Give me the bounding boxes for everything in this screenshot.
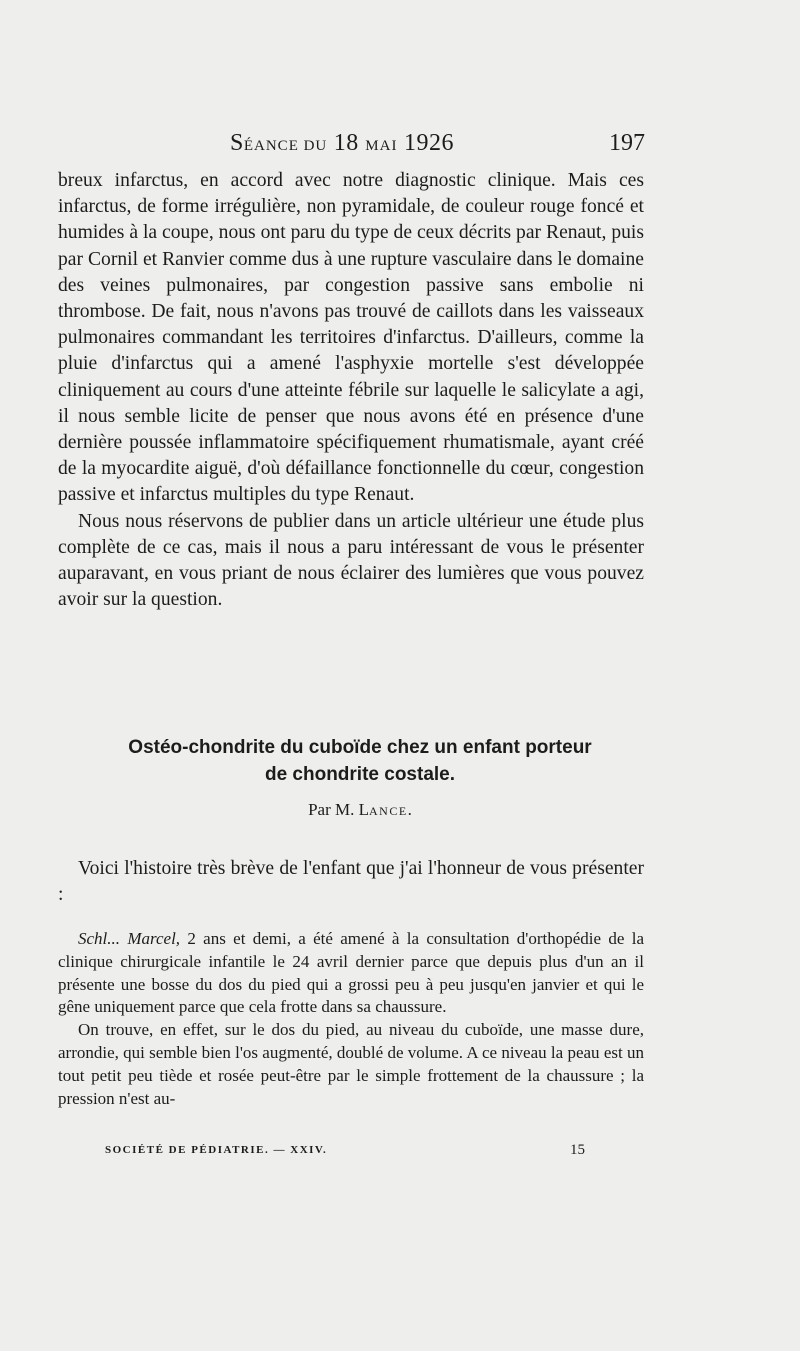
byline-suffix: . — [407, 800, 412, 819]
page-number: 197 — [609, 130, 645, 156]
signature-number: 15 — [570, 1142, 585, 1158]
article-title-line-2: de chondrite costale. — [264, 764, 456, 785]
rh-day: 18 — [327, 130, 366, 156]
patient-name: Schl... Marcel, — [78, 929, 181, 948]
case-paragraph-1-text: 2 ans et demi, a été amené à la consultation d'orthopédie de la clinique chirurgicale infantile le 24 avril dernier parce que depuis plus d'un an il présente une bosse du dos du pied qui a grossi peu à peu jusqu'en janvier et qui le gêne uniquement parce que cela frotte dans sa chaussure. — [58, 929, 644, 1017]
article-title — [100, 734, 620, 788]
case-report — [58, 928, 644, 1110]
rh-year: 1926 — [397, 130, 454, 156]
article-intro — [58, 856, 644, 908]
rh-month: MAI — [365, 138, 398, 154]
article-title-line-1: Ostéo-chondrite du cuboïde chez un enfant porteur — [128, 737, 592, 758]
paragraph-1: breux infarctus, en accord avec notre diagnostic clinique. Mais ces infarctus, de forme irrégulière, non pyramidale, de couleur rouge foncé et humides à la coupe, nous ont paru du type de ceux décrits par Renaut, puis par Cornil et Ranvier comme dus à une rupture vasculaire dans le domaine des veines pulmonaires, par congestion passive sans embolie ni thrombose. De fait, nous n'avons pas trouvé de caillots dans les vaisseaux pulmonaires commandant les territoires d'infarctus. D'ailleurs, comme la pluie d'infarctus qui a amené l'asphyxie mortelle s'est développée cliniquement au cours d'une atteinte fébrile sur laquelle le salicylate a agi, il nous semble licite de penser que nous avons été en présence d'une dernière poussée inflammatoire spécifiquement rhumatismale, ayant créé de la myocardite aiguë, d'où défaillance fonctionnelle du cœur, congestion passive et infarctus multiples du type Renaut. — [58, 170, 644, 506]
case-paragraph-2: On trouve, en effet, sur le dos du pied, au niveau du cuboïde, une masse dure, arrondie, qui semble bien l'os augmenté, doublé de volume. A ce niveau la peau est un tout petit peu tiède et rosée peut-être par le simple frottement de la chaussure ; la pression n'est au- — [58, 1020, 644, 1108]
footer-signature: SOCIÉTÉ DE PÉDIATRIE. — XXIV. — [105, 1144, 328, 1156]
rh-smallcaps: ÉANCE DU — [243, 138, 328, 154]
byline-prefix: Par M. L — [308, 800, 369, 819]
body-text — [58, 168, 644, 613]
running-head-title — [230, 130, 454, 157]
intro-paragraph: Voici l'histoire très brève de l'enfant que j'ai l'honneur de vous présenter : — [58, 858, 644, 905]
byline-author: ANCE — [369, 804, 408, 818]
rh-prefix: S — [230, 130, 244, 156]
paragraph-2: Nous nous réservons de publier dans un article ultérieur une étude plus complète de ce cas, mais il nous a paru intéressant de vous le présenter auparavant, en vous priant de nous éclairer des lumières que vous pouvez avoir sur la question. — [58, 510, 644, 611]
running-head — [230, 128, 645, 162]
page-footer — [105, 1142, 585, 1162]
byline — [0, 800, 720, 820]
case-paragraph-1 — [58, 928, 644, 1019]
